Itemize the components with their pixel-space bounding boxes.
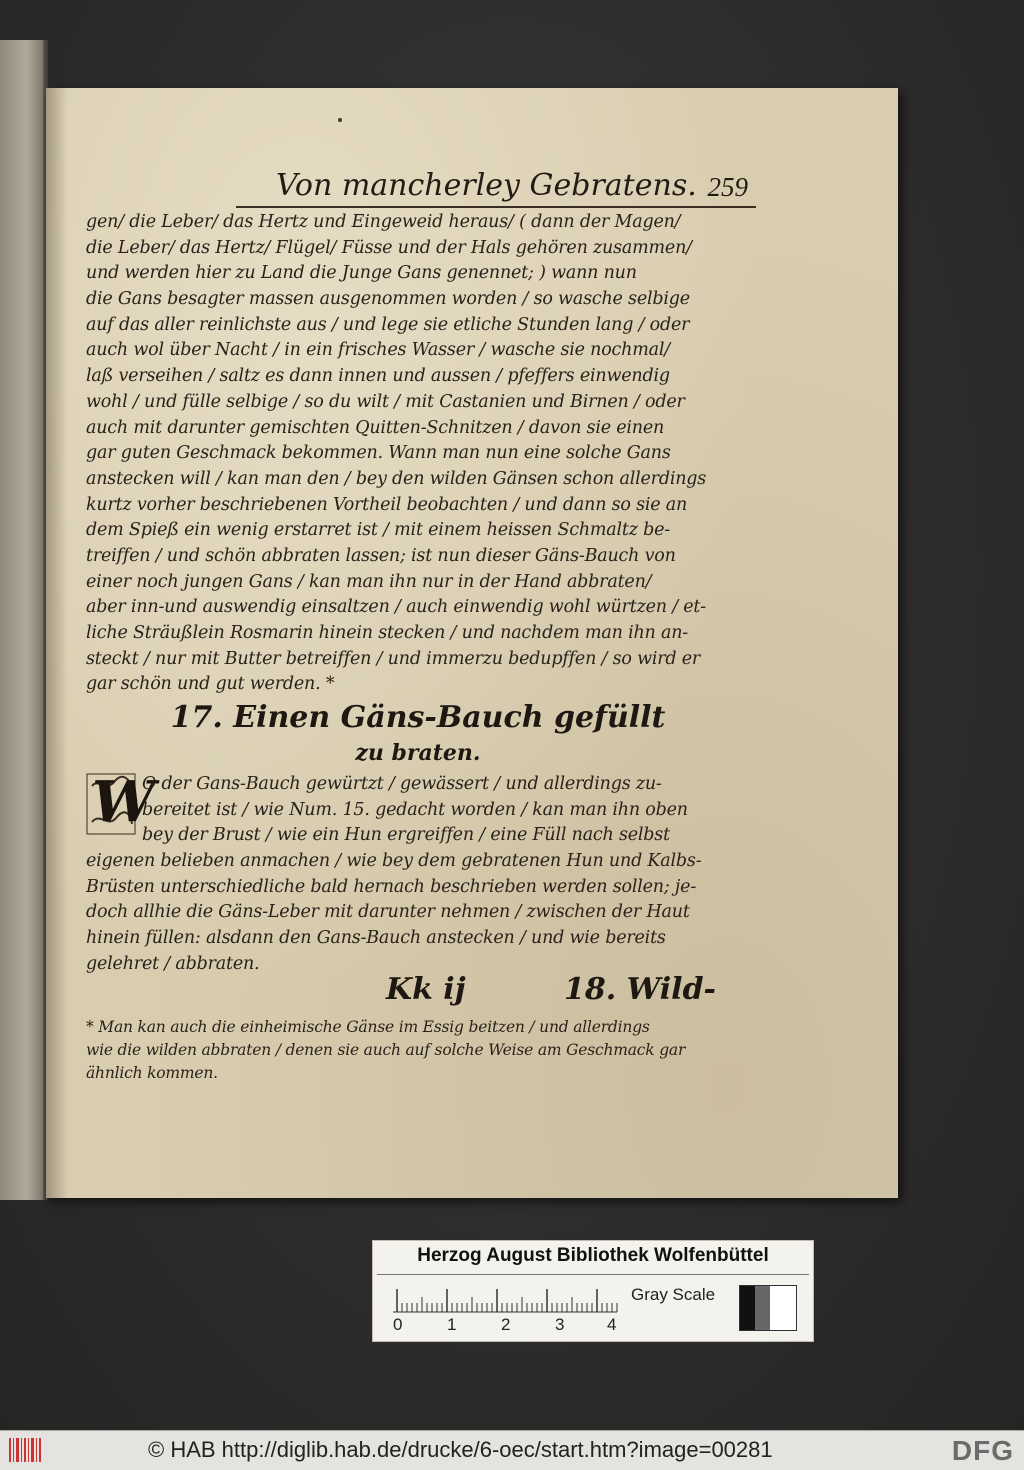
text-line: die Leber/ das Hertz/ Flügel/ Füsse und der Hals gehören zusammen/: [86, 237, 692, 258]
text-line: liche Sträußlein Rosmarin hinein stecken / und nachdem man ihn an-: [86, 623, 688, 643]
gray-scale-swatch: [739, 1285, 797, 1331]
previous-page-edge: [0, 40, 48, 1200]
text-line: doch allhie die Gäns-Leber mit darunter nehmen / zwischen der Haut: [86, 902, 690, 923]
ruler-tick-4: 4: [607, 1315, 617, 1334]
body-text: [86, 210, 706, 698]
running-head-title: Von mancherley Gebratens.: [276, 168, 697, 203]
barcode-icon: [8, 1435, 44, 1465]
text-line: aber inn-und auswendig einsaltzen / auch einwendig wohl würtzen / et-: [86, 597, 706, 618]
footnote-line: wie die wilden abbraten / denen sie auch auf solche Weise am Geschmack gar: [86, 1041, 686, 1059]
footnote: [86, 1016, 706, 1085]
text-line: O der Gans-Bauch gewürtzt / gewässert / und allerdings zu-: [142, 774, 662, 794]
text-line: gelehret / abbraten.: [86, 953, 260, 974]
text-line: einer noch jungen Gans / kan man ihn nur in der Hand abbraten/: [86, 571, 652, 592]
text-line: eigenen belieben anmachen / wie bey dem gebratenen Hun und Kalbs-: [86, 851, 702, 872]
text-line: steckt / nur mit Butter betreiffen / und immerzu bedupffen / so wird er: [86, 648, 701, 669]
scale-card: [372, 1240, 814, 1342]
text-line: auf das aller reinlichste aus / und lege sie etliche Stunden lang / oder: [86, 314, 690, 335]
gray-scale-label: Gray Scale: [631, 1285, 716, 1304]
text-line: kurtz vorher beschriebenen Vortheil beobachten / und dann so sie an: [86, 494, 688, 515]
text-line: gar guten Geschmack bekommen. Wann man nun eine solche Gans: [86, 443, 671, 464]
section-heading-title: 17. Einen Gäns-Bauch gefüllt: [170, 700, 666, 735]
book-page: [46, 88, 898, 1198]
copyright-url[interactable]: © HAB http://diglib.hab.de/drucke/6-oec/start.htm?image=00281: [148, 1437, 773, 1462]
card-divider: [377, 1274, 809, 1275]
ruler-icon: [393, 1285, 623, 1313]
section-heading-subtitle: zu braten.: [355, 740, 481, 766]
text-line: bereitet ist / wie Num. 15. gedacht worden / kan man ihn oben: [142, 799, 688, 820]
text-line: dem Spieß ein wenig erstarret ist / mit einem heissen Schmaltz be-: [86, 520, 671, 541]
drop-cap-letter: W: [92, 769, 155, 835]
text-line: treiffen / und schön abbraten lassen; ist nun dieser Gäns-Bauch von: [86, 545, 676, 566]
section-text: [86, 769, 706, 978]
page-number: 259: [707, 172, 748, 202]
gray-patch: [755, 1286, 770, 1330]
text-line: gar schön und gut werden. *: [86, 674, 335, 695]
text-line: bey der Brust / wie ein Hun ergreiffen / eine Füll nach selbst: [142, 825, 670, 846]
text-line: laß verseihen / saltz es dann innen und aussen / pfeffers einwendig: [86, 366, 670, 387]
ruler-tick-3: 3: [555, 1315, 565, 1334]
ruler-tick-0: 0: [393, 1315, 403, 1334]
text-line: auch mit darunter gemischten Quitten-Schnitzen / davon sie einen: [86, 417, 665, 438]
ruler-tick-2: 2: [501, 1315, 511, 1334]
footnote-line: * Man kan auch die einheimische Gänse im Essig beitzen / und allerdings: [86, 1018, 650, 1036]
black-patch: [740, 1286, 755, 1330]
library-name: Herzog August Bibliothek Wolfenbüttel: [417, 1245, 769, 1266]
section-heading: [138, 698, 698, 768]
text-line: hinein füllen: alsdann den Gans-Bauch anstecken / und wie bereits: [86, 928, 666, 949]
ink-dot: [338, 118, 342, 122]
page-gutter-shadow: [46, 88, 68, 1198]
text-line: gen/ die Leber/ das Hertz und Eingeweid heraus/ ( dann der Magen/: [86, 212, 681, 232]
signature-line: [386, 972, 716, 1016]
text-line: anstecken will / kan man den / bey den wilden Gänsen schon allerdings: [86, 468, 707, 489]
text-line: und werden hier zu Land die Junge Gans genennet; ) wann nun: [86, 263, 637, 284]
footnote-line: ähnlich kommen.: [86, 1064, 218, 1082]
dfg-logo[interactable]: DFG: [951, 1435, 1014, 1466]
running-head: [236, 166, 756, 208]
catchword: 18. Wild-: [563, 972, 716, 1007]
ruler-tick-1: 1: [447, 1315, 457, 1334]
text-line: Brüsten unterschiedliche bald hernach beschrieben werden sollen; je-: [86, 876, 697, 897]
signature-mark: Kk ij: [386, 972, 466, 1007]
text-line: die Gans besagter massen ausgenommen worden / so wasche selbige: [86, 289, 690, 310]
viewer-footer: [0, 1430, 1024, 1470]
text-line: auch wol über Nacht / in ein frisches Wasser / wasche sie nochmal/: [86, 340, 670, 361]
text-line: wohl / und fülle selbige / so du wilt / mit Castanien und Birnen / oder: [86, 391, 685, 412]
